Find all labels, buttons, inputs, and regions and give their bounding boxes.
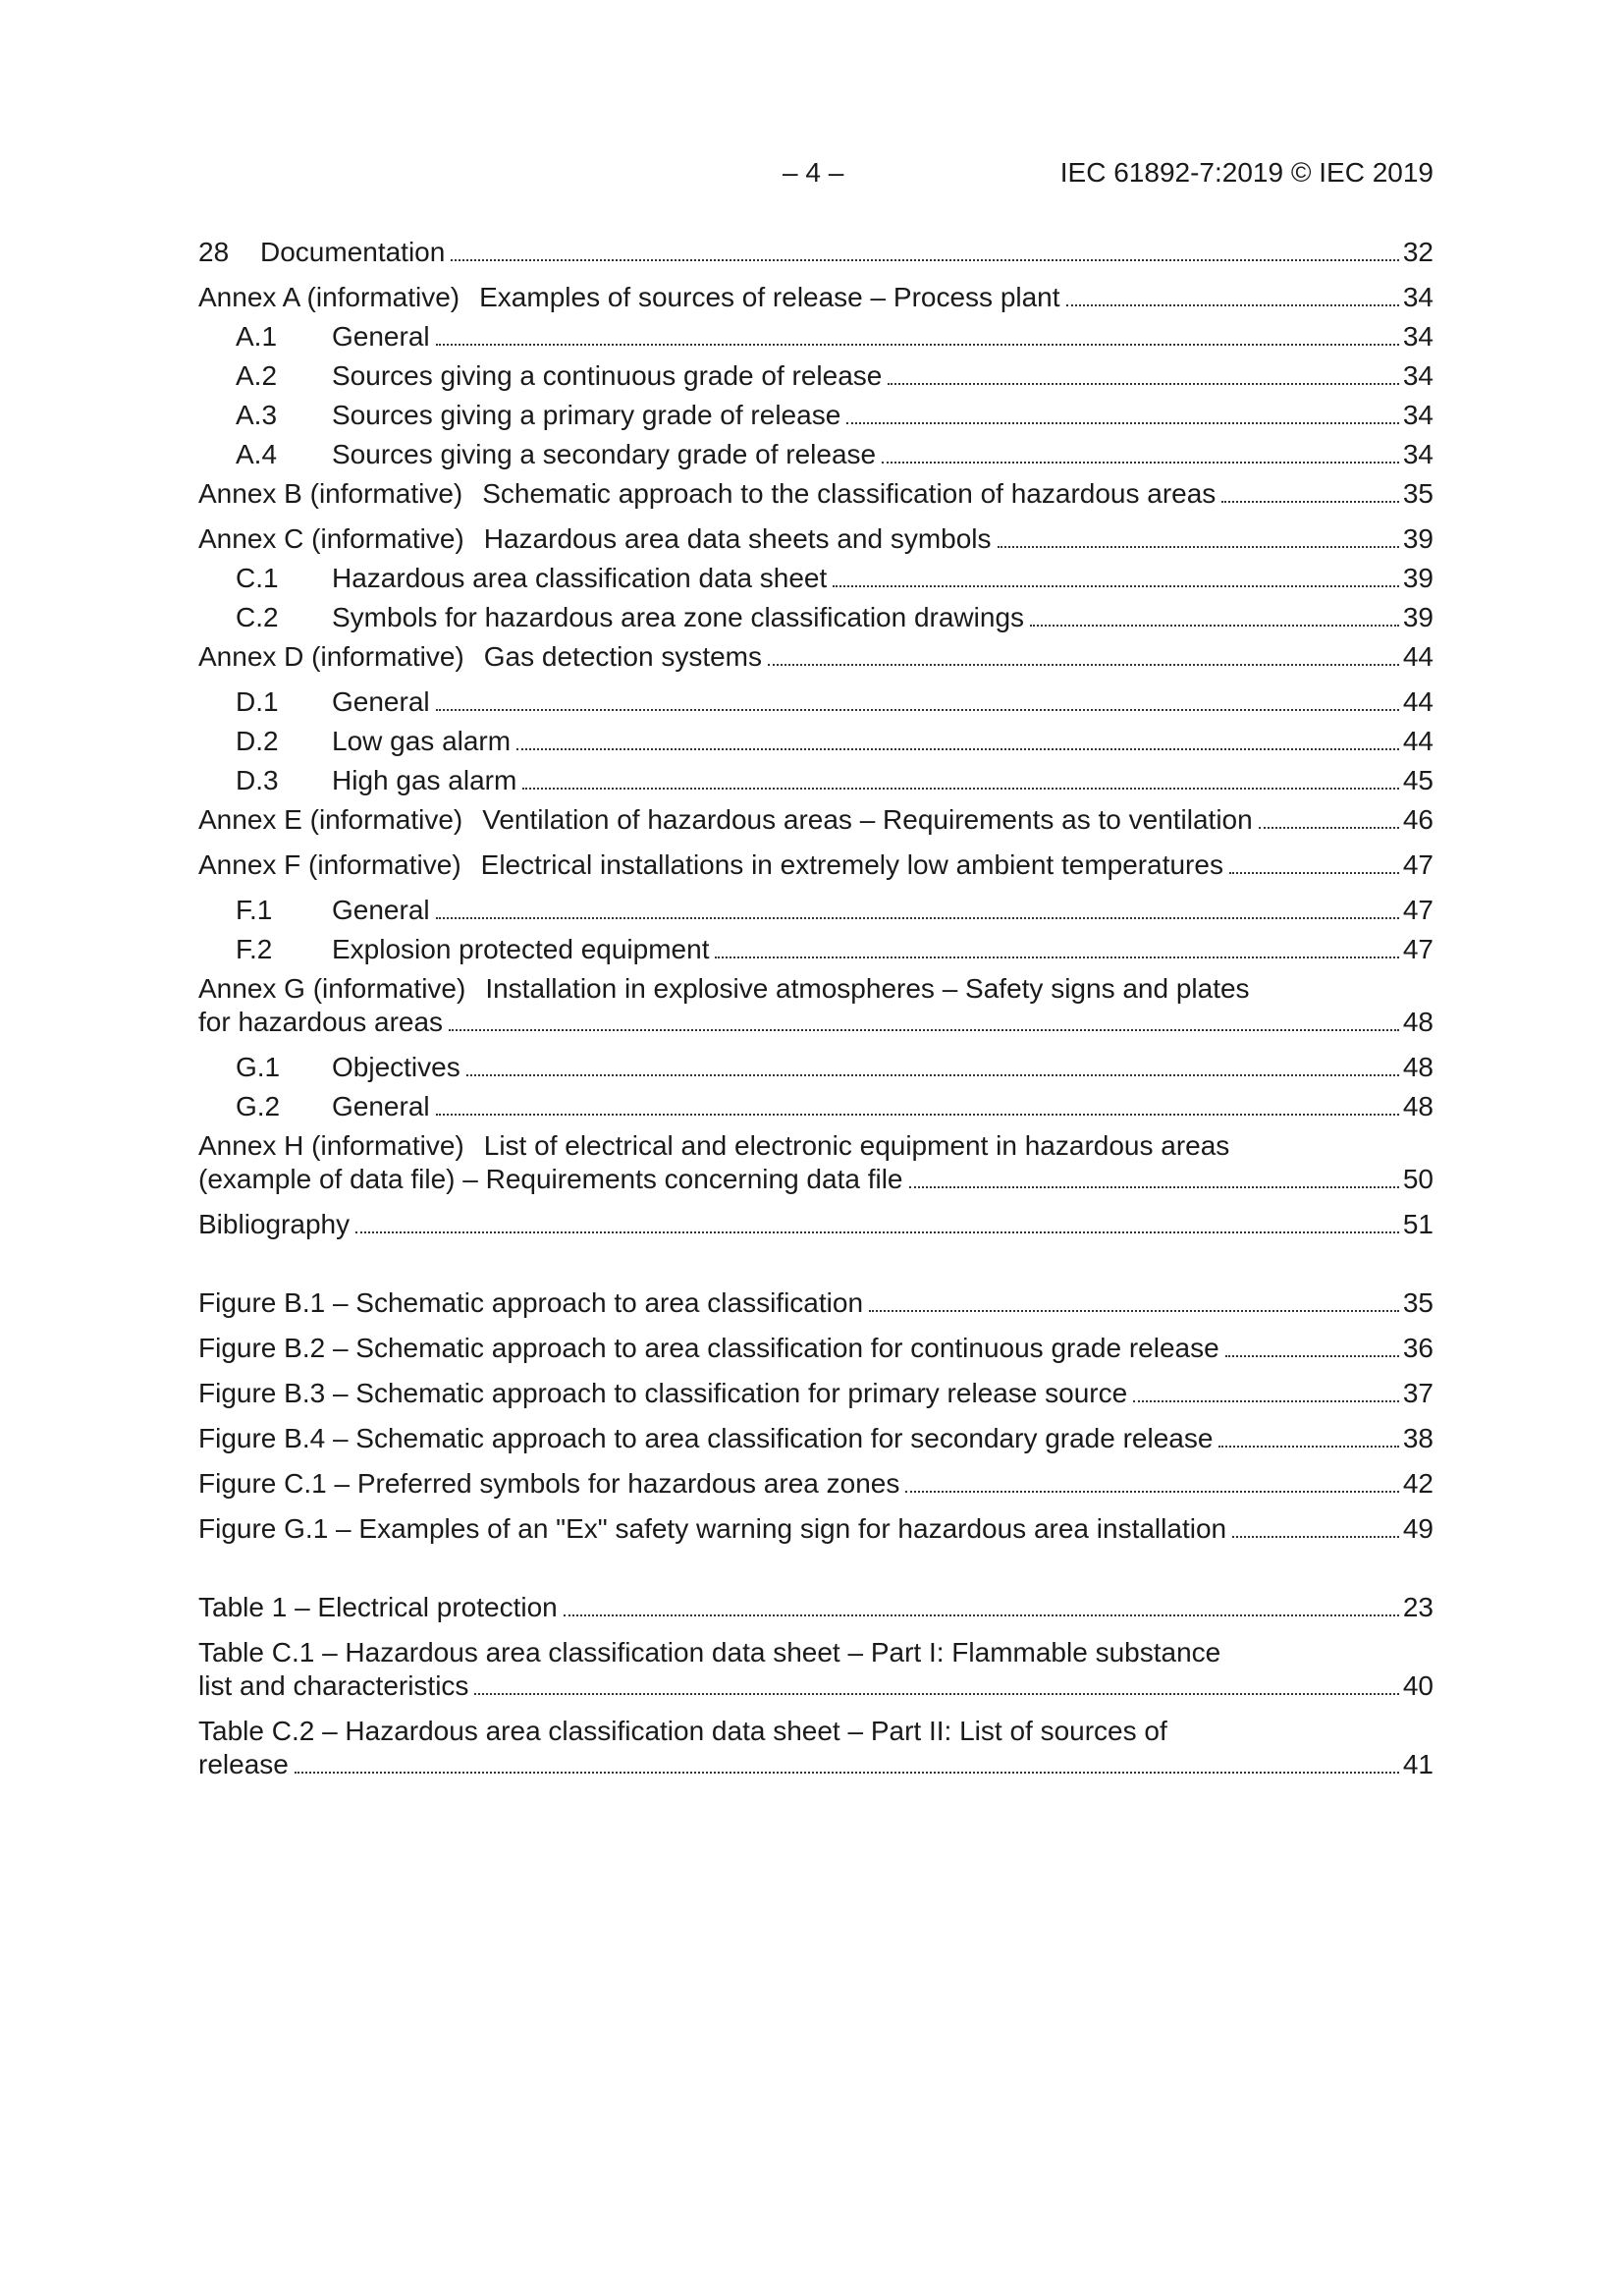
- dot-leader: [768, 640, 1399, 674]
- entry-line: [198, 1636, 1434, 1669]
- dot-leader: [436, 685, 1399, 719]
- dot-leader: [355, 1208, 1399, 1241]
- entry-line: [198, 1129, 1434, 1163]
- entry-page: 47: [1402, 895, 1434, 925]
- dot-leader: [1221, 477, 1399, 511]
- entry-number: C.2: [236, 602, 279, 632]
- entry-page: 47: [1402, 934, 1434, 964]
- dot-leader: [833, 562, 1399, 595]
- entry-title: Gas detection systems: [483, 641, 762, 672]
- toc-entry-annex[interactable]: [198, 972, 1434, 1039]
- entry-page: 47: [1402, 849, 1434, 880]
- entry-title-continued: (example of data file) – Requirements concerning data file: [198, 1164, 903, 1194]
- entry-number: F.2: [236, 934, 273, 964]
- figure-entry[interactable]: [198, 1332, 1434, 1365]
- entry-title: Sources giving a primary grade of release: [332, 400, 841, 430]
- toc-entry[interactable]: [198, 1090, 1434, 1123]
- annex-label: Annex F (informative): [198, 849, 461, 880]
- entry-page: 50: [1402, 1164, 1434, 1194]
- toc-entry[interactable]: [198, 1208, 1434, 1241]
- toc-entry[interactable]: [198, 601, 1434, 634]
- entry-title: Figure C.1 – Preferred symbols for hazardous area zones: [198, 1468, 900, 1499]
- toc-entry[interactable]: [198, 399, 1434, 432]
- entry-page: 36: [1402, 1333, 1434, 1363]
- toc-entry-annex[interactable]: [198, 281, 1434, 314]
- entry-number: A.2: [236, 360, 278, 391]
- entry-title: Documentation: [260, 237, 446, 267]
- entry-page: 23: [1402, 1592, 1434, 1622]
- entry-page: 44: [1402, 686, 1434, 717]
- annex-label: Annex A (informative): [198, 282, 460, 312]
- toc-entry-annex[interactable]: [198, 803, 1434, 837]
- entry-title: Symbols for hazardous area zone classification drawings: [332, 602, 1025, 632]
- entry-title: Hazardous area data sheets and symbols: [483, 523, 992, 554]
- list-of-figures: [198, 1286, 1434, 1546]
- table-of-contents: [198, 236, 1434, 1781]
- entry-title: Figure G.1 – Examples of an "Ex" safety warning sign for hazardous area installation: [198, 1513, 1227, 1544]
- entry-title-continued: for hazardous areas: [198, 1007, 444, 1037]
- dot-leader: [998, 522, 1399, 556]
- entry-title: Low gas alarm: [332, 726, 512, 756]
- entry-title: High gas alarm: [332, 765, 517, 795]
- toc-entry-annex[interactable]: [198, 1129, 1434, 1196]
- entry-page: 39: [1402, 602, 1434, 632]
- entry-line: [198, 1748, 1434, 1781]
- document-reference: IEC 61892-7:2019 © IEC 2019: [1059, 157, 1434, 188]
- dot-leader: [436, 1090, 1399, 1123]
- entry-page: 35: [1402, 478, 1434, 509]
- dot-leader: [715, 933, 1398, 966]
- annex-label: Annex D (informative): [198, 641, 464, 672]
- entry-page: 38: [1402, 1423, 1434, 1453]
- toc-entry[interactable]: [198, 438, 1434, 471]
- entry-number: D.2: [236, 726, 279, 756]
- dot-leader: [449, 1006, 1399, 1039]
- figure-entry[interactable]: [198, 1422, 1434, 1455]
- section-spacer: [198, 1546, 1434, 1591]
- entry-title: Sources giving a secondary grade of release: [332, 439, 877, 469]
- entry-page: 34: [1402, 321, 1434, 352]
- entry-title: Figure B.4 – Schematic approach to area classification for secondary grade release: [198, 1423, 1214, 1453]
- annex-label: Annex H (informative): [198, 1130, 464, 1161]
- entry-page: 48: [1402, 1052, 1434, 1082]
- entry-title: Examples of sources of release – Process plant: [479, 282, 1060, 312]
- entry-page: 48: [1402, 1007, 1434, 1037]
- entry-title: Sources giving a continuous grade of release: [332, 360, 883, 391]
- toc-entry[interactable]: [198, 764, 1434, 797]
- entry-title: Figure B.3 – Schematic approach to classification for primary release source: [198, 1378, 1128, 1408]
- dot-leader: [905, 1467, 1399, 1501]
- entry-page: 34: [1402, 400, 1434, 430]
- dot-leader: [474, 1669, 1398, 1703]
- entry-title-continued: list and characteristics: [198, 1670, 469, 1701]
- entry-page: 34: [1402, 360, 1434, 391]
- toc-entry[interactable]: [198, 236, 1434, 269]
- figure-entry[interactable]: [198, 1512, 1434, 1546]
- entry-title-continued: release: [198, 1749, 289, 1779]
- entry-number: A.3: [236, 400, 278, 430]
- entry-page: 37: [1402, 1378, 1434, 1408]
- figure-entry[interactable]: [198, 1467, 1434, 1501]
- figure-entry[interactable]: [198, 1286, 1434, 1320]
- dot-leader: [1133, 1377, 1399, 1410]
- entry-number: G.2: [236, 1091, 281, 1121]
- annex-label: Annex C (informative): [198, 523, 464, 554]
- dot-leader: [1259, 803, 1399, 837]
- entry-number: D.3: [236, 765, 279, 795]
- page-header: [198, 157, 1434, 196]
- entry-title: Bibliography: [198, 1209, 351, 1239]
- dot-leader: [436, 894, 1399, 927]
- toc-entry[interactable]: [198, 894, 1434, 927]
- entry-page: 44: [1402, 726, 1434, 756]
- entry-page: 48: [1402, 1091, 1434, 1121]
- entry-number: 28: [198, 237, 230, 267]
- entry-page: 40: [1402, 1670, 1434, 1701]
- annex-label: Annex E (informative): [198, 804, 463, 835]
- toc-entry[interactable]: [198, 359, 1434, 393]
- figure-entry[interactable]: [198, 1377, 1434, 1410]
- dot-leader: [882, 438, 1399, 471]
- entry-number: D.1: [236, 686, 279, 717]
- annex-label: Annex G (informative): [198, 973, 466, 1004]
- entry-page: 39: [1402, 563, 1434, 593]
- entry-page: 49: [1402, 1513, 1434, 1544]
- table-entry[interactable]: [198, 1591, 1434, 1624]
- dot-leader: [1066, 281, 1399, 314]
- entry-line: [198, 1715, 1434, 1748]
- toc-entry[interactable]: [198, 562, 1434, 595]
- dot-leader: [451, 236, 1399, 269]
- toc-entry-annex[interactable]: [198, 848, 1434, 882]
- entry-title: Hazardous area classification data sheet: [332, 563, 828, 593]
- dot-leader: [564, 1591, 1399, 1624]
- entry-number: A.1: [236, 321, 278, 352]
- dot-leader: [466, 1051, 1399, 1084]
- entry-title: Table C.2 – Hazardous area classification data sheet – Part II: List of sources of: [198, 1716, 1167, 1746]
- dot-leader: [1030, 601, 1399, 634]
- toc-entry-annex[interactable]: [198, 477, 1434, 511]
- dot-leader: [522, 764, 1399, 797]
- entry-title: General: [332, 321, 430, 352]
- entry-page: 39: [1402, 523, 1434, 554]
- entry-page: 44: [1402, 641, 1434, 672]
- entry-title: Installation in explosive atmospheres – Safety signs and plates: [485, 973, 1250, 1004]
- entry-number: A.4: [236, 439, 278, 469]
- entry-title: General: [332, 895, 430, 925]
- entry-number: C.1: [236, 563, 279, 593]
- dot-leader: [1229, 848, 1399, 882]
- dot-leader: [1218, 1422, 1398, 1455]
- entry-title: Objectives: [332, 1052, 460, 1082]
- toc-entry[interactable]: [198, 685, 1434, 719]
- entry-page: 51: [1402, 1209, 1434, 1239]
- annex-label: Annex B (informative): [198, 478, 463, 509]
- entry-page: 42: [1402, 1468, 1434, 1499]
- entry-title: Explosion protected equipment: [332, 934, 710, 964]
- toc-entry[interactable]: [198, 320, 1434, 354]
- dot-leader: [1225, 1332, 1399, 1365]
- toc-entry[interactable]: [198, 1051, 1434, 1084]
- entry-line: [198, 972, 1434, 1006]
- dot-leader: [436, 320, 1399, 354]
- entry-number: G.1: [236, 1052, 281, 1082]
- entry-page: 32: [1402, 237, 1434, 267]
- entry-line: [198, 1006, 1434, 1039]
- entry-line: [198, 1163, 1434, 1196]
- entry-title: General: [332, 686, 430, 717]
- entry-number: F.1: [236, 895, 273, 925]
- entry-title: General: [332, 1091, 430, 1121]
- dot-leader: [888, 359, 1398, 393]
- dot-leader: [869, 1286, 1399, 1320]
- list-of-tables: [198, 1591, 1434, 1781]
- entry-title: Ventilation of hazardous areas – Requirements as to ventilation: [482, 804, 1253, 835]
- entry-title: Figure B.1 – Schematic approach to area classification: [198, 1287, 864, 1318]
- entry-page: 34: [1402, 439, 1434, 469]
- toc-entry[interactable]: [198, 933, 1434, 966]
- entry-title: Figure B.2 – Schematic approach to area classification for continuous grade release: [198, 1333, 1219, 1363]
- entry-page: 35: [1402, 1287, 1434, 1318]
- entry-title: Schematic approach to the classification of hazardous areas: [482, 478, 1217, 509]
- section-spacer: [198, 1241, 1434, 1286]
- entry-title: List of electrical and electronic equipment in hazardous areas: [483, 1130, 1230, 1161]
- dot-leader: [909, 1163, 1399, 1196]
- entry-page: 45: [1402, 765, 1434, 795]
- toc-entry[interactable]: [198, 725, 1434, 758]
- table-entry[interactable]: [198, 1636, 1434, 1703]
- entry-page: 41: [1402, 1749, 1434, 1779]
- dot-leader: [295, 1748, 1399, 1781]
- entry-page: 34: [1402, 282, 1434, 312]
- contents-list: [198, 236, 1434, 1241]
- dot-leader: [516, 725, 1399, 758]
- dot-leader: [846, 399, 1399, 432]
- toc-entry-annex[interactable]: [198, 522, 1434, 556]
- entry-title: Electrical installations in extremely low ambient temperatures: [480, 849, 1223, 880]
- page-number: – 4 –: [783, 157, 844, 188]
- entry-title: Table 1 – Electrical protection: [198, 1592, 558, 1622]
- entry-title: Table C.1 – Hazardous area classification data sheet – Part I: Flammable substance: [198, 1637, 1221, 1667]
- table-entry[interactable]: [198, 1715, 1434, 1781]
- toc-entry-annex[interactable]: [198, 640, 1434, 674]
- entry-page: 46: [1402, 804, 1434, 835]
- dot-leader: [1232, 1512, 1399, 1546]
- entry-line: [198, 1669, 1434, 1703]
